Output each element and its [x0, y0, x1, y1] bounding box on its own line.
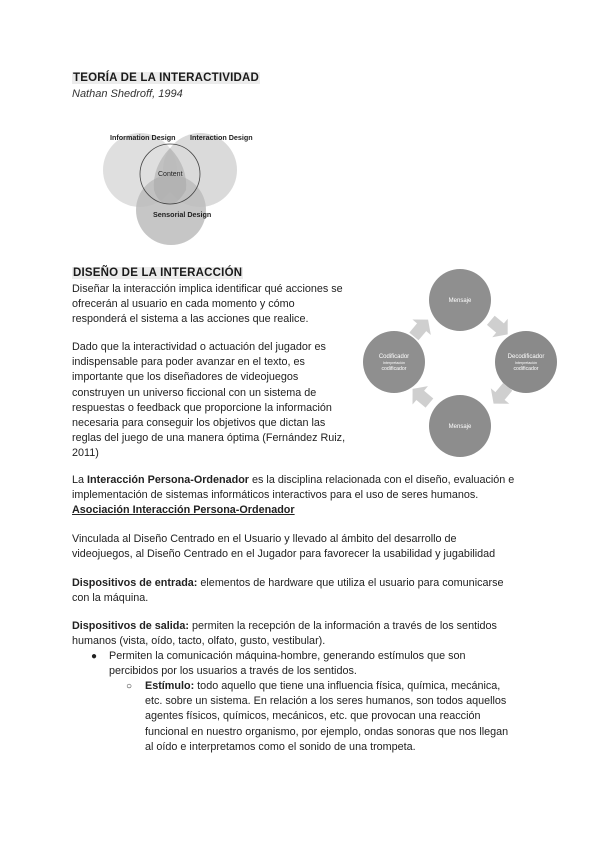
text-line: videojuegos, al Diseño Centrado en el Jugador para favorecer la usabilidad y jugabilidad: [72, 548, 496, 561]
label-content: Content: [158, 171, 183, 178]
text-line: 2011): [72, 447, 99, 460]
text-line: agentes físicos, químicos, mecánicos, etc. que provocan una reacción: [145, 710, 481, 723]
text-line: al oído e interpretamos como el sonido de una trompeta.: [145, 740, 416, 753]
text-line: [72, 619, 542, 634]
bullet-item: [109, 649, 529, 679]
text-line: construyen un universo ficcional con un sistema de: [72, 386, 317, 399]
text-line: necesaria para conseguir los objetivos que dictan las: [72, 417, 326, 430]
text-line: humanos (vista, oído, tacto, olfato, gusto, vestibular).: [72, 635, 326, 648]
text-line: Permiten la comunicación máquina-hombre, generando estímulos que son: [109, 650, 466, 662]
text-line: Dado que la interactividad o actuación del jugador es: [72, 341, 326, 353]
text-line: responderá el sistema a las acciones que realice.: [72, 313, 309, 326]
association-heading: Asociación Interacción Persona-Ordenador: [72, 504, 295, 517]
node-sublabel-right-1: Interpretación: [515, 361, 537, 365]
node-label-top: Mensaje: [448, 298, 472, 304]
node-label-bottom: Mensaje: [448, 424, 472, 430]
node-sublabel-left-2: codificador: [381, 366, 407, 372]
text-run: es la disciplina relacionada con el diseño, evaluación e: [249, 474, 515, 486]
sub-bullet-item: [145, 679, 540, 755]
text-run: permiten la recepción de la información a través de los sentidos: [189, 620, 497, 632]
label-information-design: Information Design: [110, 133, 176, 142]
label-sensorial-design: Sensorial Design: [153, 210, 212, 219]
text-line: Vinculada al Diseño Centrado en el Usuario y llevado al ámbito del desarrollo de: [72, 533, 457, 545]
text-line: con la máquina.: [72, 592, 149, 605]
paragraph-diseno-1: [72, 282, 362, 328]
node-label-left: Codificador: [378, 354, 410, 360]
paragraph-dcu: [72, 532, 542, 562]
section-title-diseno: DISEÑO DE LA INTERACCIÓN: [73, 267, 243, 279]
bullet-dot-icon: ●: [91, 651, 98, 662]
text-run: elementos de hardware que utiliza el usuario para comunicarse: [197, 577, 504, 589]
text-line: indispensable para poder avanzar en el texto, es: [72, 356, 305, 369]
text-run: todo aquello que tiene una influencia física, química, mecánica,: [194, 680, 501, 692]
text-line: [145, 679, 540, 694]
output-devices-term: Dispositivos de salida:: [72, 620, 189, 632]
text-line: [72, 576, 542, 591]
node-sublabel-left-1: Interpretación: [383, 361, 405, 365]
node-label-right: Decodificador: [507, 354, 545, 360]
input-devices-term: Dispositivos de entrada:: [72, 577, 198, 589]
text-line: funcional en nuestro organismo, por ejemplo, ondas sonoras que nos llegan: [145, 725, 509, 738]
paragraph-ipo: [72, 473, 542, 519]
text-line: importante que los diseñadores de videojuegos: [72, 371, 299, 384]
sub-bullet-circle-icon: ○: [126, 681, 133, 692]
text-run: La: [72, 474, 88, 486]
author-line: Nathan Shedroff, 1994: [72, 88, 183, 100]
paragraph-input-devices: [72, 576, 542, 606]
text-line: ofrecerán al usuario en cada momento y cómo: [72, 298, 295, 311]
text-line: etc. sobre un sistema. En relación a los seres humanos, son todos aquellos: [145, 695, 507, 708]
venn-diagram: [78, 112, 278, 246]
label-interaction-design: Interaction Design: [190, 133, 253, 142]
text-line: percibidos por los usuarios a través de los sentidos.: [109, 665, 357, 678]
text-line: respuestas o feedback que proporcione la información: [72, 401, 332, 414]
text-line: reglas del juego de una manera óptima (Fernández Ruiz,: [72, 432, 346, 445]
text-line: [72, 473, 542, 488]
paragraph-output-devices: [72, 619, 542, 649]
node-sublabel-right-2: codificador: [513, 366, 539, 372]
section-title-interactividad: TEORÍA DE LA INTERACTIVIDAD: [73, 72, 259, 84]
text-line: Diseñar la interacción implica identificar qué acciones se: [72, 283, 343, 295]
paragraph-diseno-2: [72, 340, 367, 462]
text-line: implementación de sistemas informáticos interactivos para el uso de seres humanos.: [72, 489, 479, 502]
ipo-term: Interacción Persona-Ordenador: [87, 474, 250, 486]
estimulo-term: Estímulo:: [145, 680, 195, 692]
communication-cycle-diagram: [360, 262, 560, 462]
